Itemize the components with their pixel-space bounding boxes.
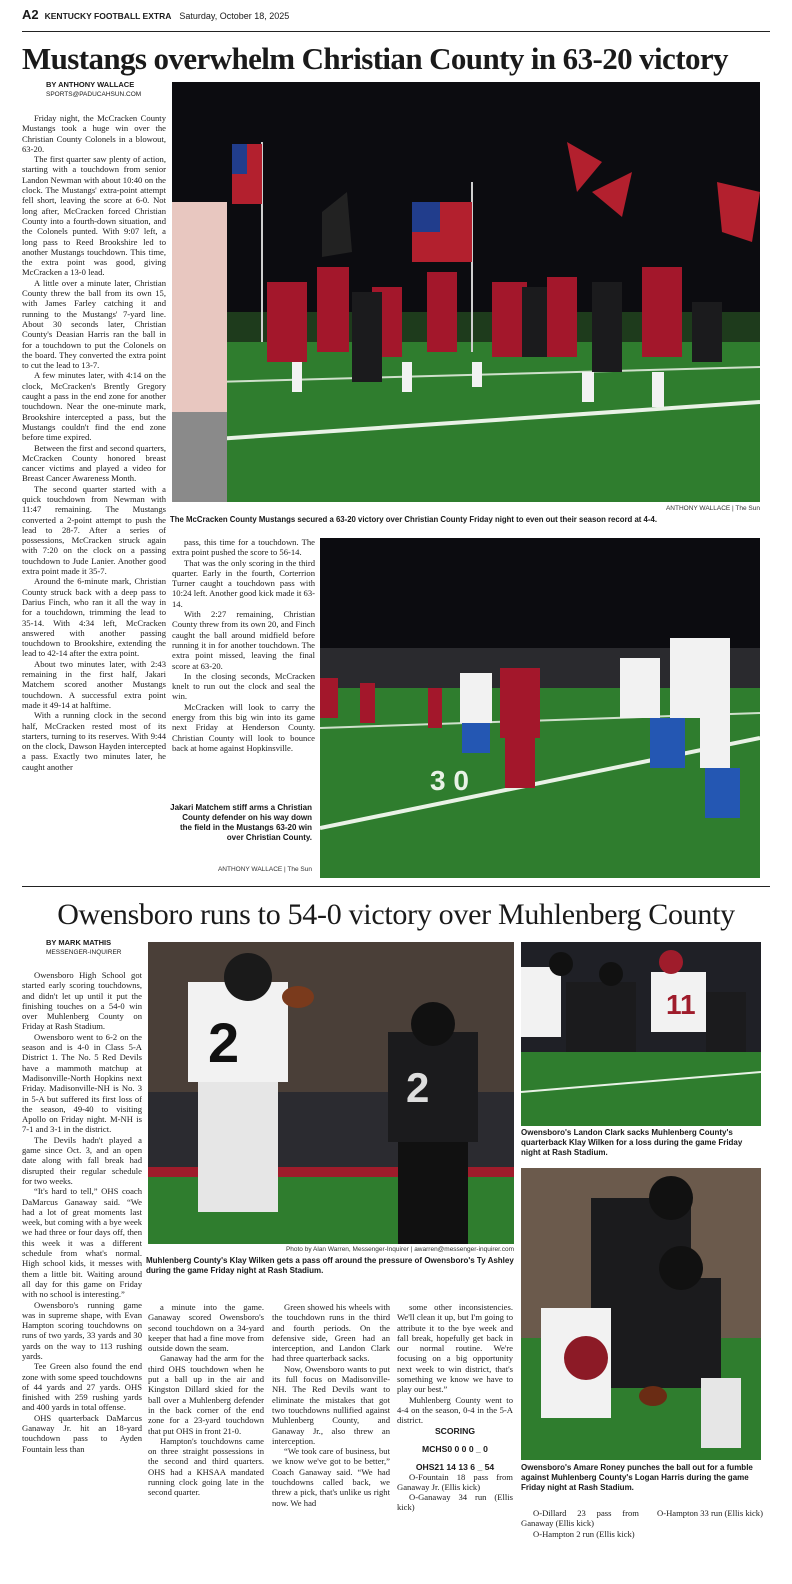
story1-headline: Mustangs overwhelm Christian County in 63-20 victory bbox=[22, 41, 728, 76]
story2-photo5-art bbox=[521, 1168, 761, 1460]
paragraph: Around the 6-minute mark, Christian County struck back with a deep pass to Darius Finch, who ran it all the way in for a touchdown, trimming the lead to 35-14. With 4:34 left, McCracken answered with another passing touchdown to Brookshire, extending the lead to 42-14 after the extra point. bbox=[22, 576, 166, 659]
issue-date: Saturday, October 18, 2025 bbox=[179, 11, 290, 21]
story2-photo4-caption: Owensboro's Landon Clark sacks Muhlenberg County's quarterback Klay Wilken for a loss during the game Friday night at Rash Stadium. bbox=[521, 1128, 743, 1157]
paragraph: Tee Green also found the end zone with some speed touchdowns of 44 yards and 27 yards. OHS finished with 259 rushing yards and 400 yards in total offense. bbox=[22, 1361, 142, 1413]
story2-byline bbox=[46, 938, 146, 958]
paragraph: O-Fountain 18 pass from Ganaway Jr. (Ellis kick) bbox=[397, 1471, 513, 1492]
paragraph: Owensboro went to 6-2 on the season and is 4-0 in Class 5-A District 1. The No. 5 Red Devils have a mammoth matchup at Madisonville-North Hopkins next Friday. Madisonville-NH is No. 3 in 5-A but suffered its first loss of the season, 49-40 to visiting Apollo on Friday night. M-NH is 7-1 and 3-1 in the district. bbox=[22, 1031, 142, 1135]
paragraph: Owensboro High School got started early scoring touchdowns, and didn't let up until it put the finishing touches on a 54-0 win over Muhlenberg County on Friday at Rash Stadium. bbox=[22, 970, 142, 1032]
svg-text:2: 2 bbox=[208, 1011, 240, 1074]
paragraph: A few minutes later, with 4:14 on the clock, McCracken's Brently Gregory caught a pass in the end zone for another touchdown. Near the one-minute mark, Brookshire intercepted a pass, but the Mustangs couldn't find the end zone before time expired. bbox=[22, 370, 166, 443]
story2-photo4-art bbox=[521, 942, 761, 1126]
paragraph: Owensboro's running game was in supreme shape, with Evan Hampton scoring touchdowns on runs of two yards, 33 yards and 30 yards on the way to 113 rushing yards. bbox=[22, 1299, 142, 1361]
section-name: KENTUCKY FOOTBALL EXTRA bbox=[44, 11, 172, 21]
paragraph: “We took care of business, but we know we've got to be better,” Coach Ganaway said. “We had touchdowns called back, we threw a pick, that's unlike us right now. We had bbox=[272, 1446, 390, 1508]
paragraph: Friday night, the McCracken County Mustangs took a huge win over the Christian County Colonels in a blowout, 63-20. bbox=[22, 113, 166, 154]
story2-photo3-caption: Muhlenberg County's Klay Wilken gets a pass off around the pressure of Owensboro's Ty Ashley during the game Friday night at Rash Stadium. bbox=[146, 1256, 514, 1275]
paragraph: O-Ganaway 34 run (Ellis kick) bbox=[397, 1492, 513, 1513]
story1-byline-name: BY ANTHONY WALLACE bbox=[46, 80, 135, 89]
paragraph: That was the only scoring in the third quarter. Early in the fourth, Corterrion Turner caught a touchdown pass with 10:24 left. Another good kick made it 63-14. bbox=[172, 557, 315, 609]
story1-photo1-credit: ANTHONY WALLACE | The Sun bbox=[665, 505, 760, 512]
paragraph: About two minutes later, with 2:43 remaining in the first half, Jakari Matchem scored another Mustangs touchdown. A successful extra point made it 49-14 at halftime. bbox=[22, 658, 166, 710]
paragraph: pass, this time for a touchdown. The extra point pushed the score to 56-14. bbox=[172, 537, 315, 558]
paragraph: Between the first and second quarters, McCracken County honored breast cancer victims and played a video for Breast Cancer Awareness Month. bbox=[22, 442, 166, 484]
story2-column-1 bbox=[22, 970, 142, 1580]
page-folio bbox=[22, 6, 770, 32]
paragraph: a minute into the game. Ganaway scored Owensboro's second touchdown on a 34-yard keeper that had a fine move from outside down the seam. bbox=[148, 1302, 264, 1354]
story1-photo2-caption: Jakari Matchem stiff arms a Christian County defender on his way down the field in the Mustangs 63-20 win over Christian County. bbox=[170, 803, 312, 842]
scoring-heading: SCORING bbox=[434, 1425, 476, 1436]
story1-photo2-art bbox=[320, 538, 760, 878]
paragraph: O-Hampton 33 run (Ellis kick) bbox=[657, 1508, 763, 1518]
scoring-plays-1 bbox=[397, 1472, 513, 1513]
paragraph: The Devils hadn't played a game since Oct. 3, and an open date along with fall break had disrupted their regular schedule for two weeks. bbox=[22, 1134, 142, 1186]
paragraph: With 2:27 remaining, Christian County threw from its own 20, and Finch caught the ball around midfield before running it in for another touchdown. The extra point missed, leaving the final score at 63-20. bbox=[172, 609, 315, 671]
story1-byline bbox=[46, 80, 166, 100]
score-line-ohs: OHS21 14 13 6 _ 54 bbox=[415, 1461, 495, 1472]
story1-photo2-credit: ANTHONY WALLACE | The Sun bbox=[217, 866, 312, 873]
story2-byline-name: BY MARK MATHIS bbox=[46, 938, 112, 947]
paragraph: some other inconsistencies. We'll clean it up, but I'm going to attribute it to the bye week and fall break, hopefully get back in our normal routine. We're focusing on a big opportunity next week to win district, that's something we know we have to play our best.” bbox=[397, 1302, 513, 1395]
story1-photo-mustangs-runout bbox=[172, 82, 760, 502]
story2-photo-roney-fumble bbox=[521, 1168, 761, 1460]
story2-photo3-credit: Photo by Alan Warren, Messenger-Inquirer | awarren@messenger-inquirer.com bbox=[285, 1246, 514, 1253]
story2-headline: Owensboro runs to 54-0 victory over Muhlenberg County bbox=[57, 898, 735, 931]
story1-photo1-caption: The McCracken County Mustangs secured a 63-20 victory over Christian County Friday night to even out their season record at 4-4. bbox=[170, 515, 657, 524]
page-number: A2 bbox=[22, 7, 39, 22]
svg-text:3 0: 3 0 bbox=[430, 765, 469, 796]
paragraph: In the closing seconds, McCracken knelt to run out the clock and seal the win. bbox=[172, 670, 315, 702]
story1-column-1 bbox=[22, 113, 166, 881]
story2-column-3 bbox=[272, 1302, 390, 1580]
story2-photo5-caption: Owensboro's Amare Roney punches the ball out for a fumble against Muhlenberg County's Logan Harris during the game Friday night at Rash Stadium. bbox=[521, 1463, 753, 1492]
paragraph: Now, Owensboro wants to put its full focus on Madisonville-NH. The Red Devils want to eliminate the mistakes that got two touchdowns nullified against Muhlenberg County, and Ganaway Jr., also threw an interception. bbox=[272, 1363, 390, 1446]
paragraph: O-Hampton 2 run (Ellis kick) bbox=[533, 1528, 635, 1539]
paragraph: O-Dillard 23 pass from Ganaway (Ellis kick) bbox=[521, 1508, 639, 1529]
paragraph: The second quarter started with a quick touchdown from Newman with 11:47 remaining. The Mustangs converted a 2-point attempt to push the lead to 28-7. After a series of possessions, McCracken struck again with 7:20 on the clock on a passing touchdown to Jude Lanier. Another good extra point made it 35-7. bbox=[22, 483, 166, 577]
paragraph: Muhlenberg County went to 4-4 on the season, 0-4 in the 5-A district. bbox=[397, 1394, 513, 1426]
svg-text:2: 2 bbox=[406, 1064, 430, 1111]
paragraph: With a running clock in the second half, McCracken rested most of its starters, turning to its reserves. With 9:44 on the clock, Dawson Hayden intercepted a pass. Exactly two minutes later, he caught another bbox=[22, 710, 166, 772]
paragraph: McCracken will look to carry the energy from this big win into its game next Friday at Henderson County. Christian County will look to bounce back at home against Hopkinsville. bbox=[172, 701, 315, 753]
paragraph: A little over a minute later, Christian County threw the ball from its own 15, with James Farley catching it and running to the Mustangs' 7-yard line. About 30 seconds later, Christian County's Deasian Harris ran the ball in for a touchdown to put the Colonels on the board. They converted the extra point to cut the lead to 13-7. bbox=[22, 277, 166, 371]
paragraph: “It's hard to tell,” OHS coach DaMarcus Ganaway said. “We had a lot of great moments last week, but coming with a bye week we had three or four days off, then this week it was a different schedule from what's normal. High school kids, it messes with them a little bit. Waiting around all day for this game on Friday with no school is interesting.” bbox=[22, 1186, 142, 1300]
story1-byline-org: SPORTS@PADUCAHSUN.COM bbox=[46, 91, 142, 98]
paragraph: Hampton's touchdowns came on three straight possessions in the second and third quarters. OHS had a KHSAA mandated running clock going late in the second quarter. bbox=[148, 1435, 264, 1498]
story2-column-4-text bbox=[397, 1302, 513, 1426]
story2-byline-org: MESSENGER-INQUIRER bbox=[46, 949, 122, 956]
scoring-plays-3 bbox=[645, 1508, 763, 1580]
paragraph: The first quarter saw plenty of action, starting with a touchdown from senior Landon Newman with about 10:40 on the clock. The Mustangs' extra-point attempt fell short, leaving the score at 6-0. Not long after, McCracken forced Christian County into a fourth-down situation, and the Colonels punted. With 9:07 left, a long pass to Reed Brookshire led to another Mustangs touchdown. This time, the extra point was good, giving McCracken a 13-0 lead. bbox=[22, 154, 166, 278]
section-divider bbox=[22, 886, 770, 887]
story1-photo-art bbox=[172, 82, 760, 502]
story2-column-2 bbox=[148, 1302, 264, 1580]
score-line-mchs: MCHS0 0 0 0 _ 0 bbox=[422, 1443, 488, 1454]
story2-column-4 bbox=[397, 1302, 513, 1580]
story2-photo-wilken-pass bbox=[148, 942, 514, 1244]
story2-photo3-art bbox=[148, 942, 514, 1244]
scoring-plays-2 bbox=[521, 1508, 639, 1580]
paragraph: OHS quarterback DaMarcus Ganaway Jr. hit an 18-yard touchdown pass to Ayden Fountain less than bbox=[22, 1412, 142, 1454]
paragraph: Green showed his wheels with the touchdown runs in the third and fourth periods. On the defensive side, Green had an interception, and Landon Clark had three quarterback sacks. bbox=[272, 1302, 390, 1364]
story1-photo-matchem-stiff-arm bbox=[320, 538, 760, 878]
story2-photo-clark-sack bbox=[521, 942, 761, 1126]
svg-text:11: 11 bbox=[666, 989, 696, 1020]
paragraph: Ganaway had the arm for the third OHS touchdown when he put a ball up in the air and Kingston Dillard skied for the ball over a Muhlenberg defender in the back corner of the end zone for a 23-yard touchdown that put OHS in front 21-0. bbox=[148, 1353, 264, 1436]
